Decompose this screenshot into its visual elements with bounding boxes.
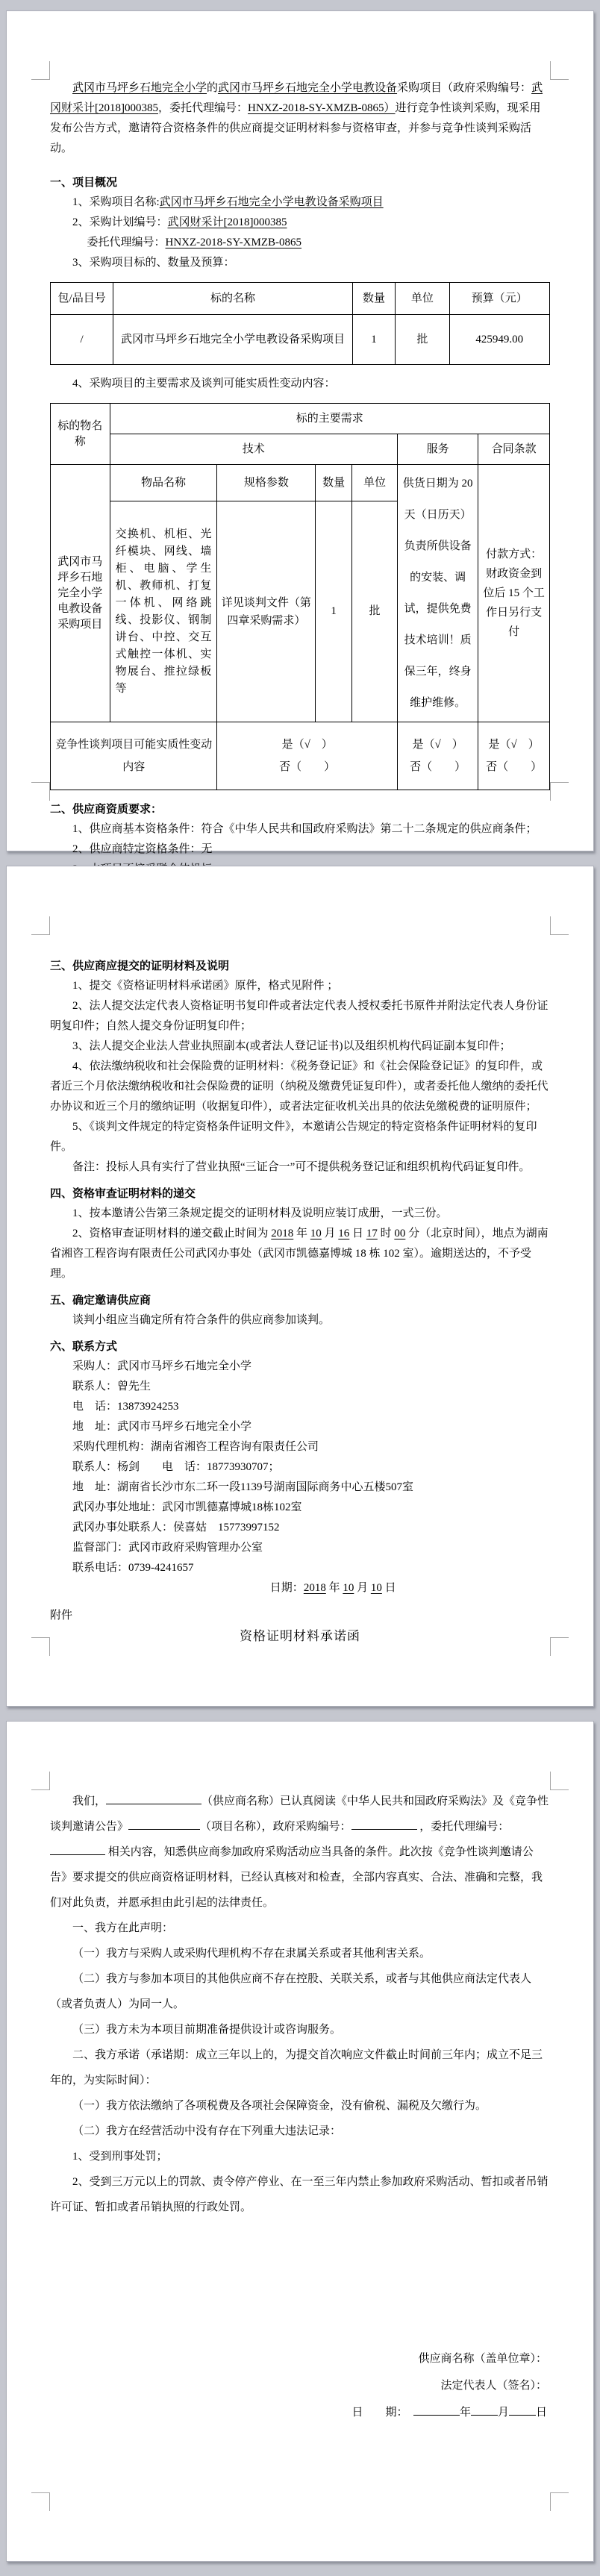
cell-subject: 武冈市马坪乡石地完全小学电教设备采购项目 (113, 315, 352, 365)
header-budget: 预算（元） (449, 283, 550, 315)
blank-field (106, 1792, 201, 1804)
header-technical: 技术 (110, 434, 397, 465)
text-segment: HNXZ-2018-SY-XMZB-0865 (165, 237, 302, 248)
budget-table-header-row (51, 283, 550, 315)
text-segment: 分（北京时间），地点为湖南省湘咨工程咨询有限责任公司武冈办事处（武冈市凯德嘉博城 18 栋 102 室）。逾期送达的，不予受理。 (50, 1228, 549, 1280)
section-4-heading: 四、资格审查证明材料的递交 (50, 1187, 196, 1200)
document-viewer (0, 10, 600, 2562)
text-line: 采购代理机构：湖南省湘咨工程咨询有限责任公司 (72, 1441, 319, 1453)
text-segment: 年 (459, 2407, 471, 2419)
section-1-item-4: 4、采购项目的主要需求及谈判可能实质性变动内容： (72, 378, 336, 390)
attachment-label: 附件 (50, 1610, 73, 1622)
page-1-content (50, 78, 550, 880)
header-contract: 合同条款 (478, 434, 550, 465)
signature-block (50, 2345, 550, 2426)
crop-mark (550, 1637, 569, 1656)
page-2-content (50, 934, 550, 1646)
crop-mark (31, 1772, 50, 1790)
no-option: 否（ ） (279, 761, 336, 773)
crop-mark (31, 1637, 50, 1656)
text-segment: 月 (354, 1582, 371, 1594)
section-2-heading: 二、供应商资质要求： (50, 803, 163, 816)
text-segment: 日期： (269, 1582, 304, 1594)
text-line: 武冈办事处联系人：侯喜姑 15773997152 (72, 1522, 280, 1534)
text-line: 电 话：13873924253 (72, 1401, 179, 1413)
text-segment: 10 (310, 1228, 322, 1239)
crop-mark (31, 916, 50, 935)
attachment-title: 资格证明材料承诺函 (240, 1629, 360, 1643)
req-header-row-3 (51, 465, 550, 501)
no-option: 否（ ） (410, 761, 466, 773)
text-segment: （项目名称），政府采购编号： (200, 1821, 351, 1833)
spacer (50, 159, 550, 166)
text-segment: 我们， (72, 1795, 107, 1807)
text-segment: 相关内容，知悉供应商参加政府采购活动应当具备的条件。此次按《竞争性谈判邀请公告》要求提交的供应商资格证明材料，已经认真核对和检查，全部内容真实、合法、准确和完整，我们对此负责，并愿承担由此引起的法律责任。 (50, 1846, 543, 1909)
text-line: 一、我方在此声明： (72, 1922, 174, 1934)
text-line: 监督部门：武冈市政府采购管理办公室 (72, 1542, 263, 1554)
header-main-requirements: 标的主要需求 (110, 404, 549, 434)
text-segment: 武冈市马坪乡石地完全小学 (72, 82, 207, 94)
text-line: 1、提交《资格证明材料承诺函》原件，格式见附件 ； (72, 980, 339, 992)
crop-mark (550, 916, 569, 935)
req-header-row-1 (51, 404, 550, 434)
header-item-name: 物品名称 (110, 465, 217, 501)
section-5-body: 谈判小组应当确定所有符合条件的供应商参加谈判。 (72, 1314, 331, 1326)
crop-mark (550, 61, 569, 80)
text-segment: 年 (293, 1228, 310, 1239)
crop-mark (550, 782, 569, 801)
page-1 (6, 10, 594, 855)
cell-change-tech (217, 722, 397, 790)
text-line: 采购人：武冈市马坪乡石地完全小学 (72, 1360, 252, 1372)
text-segment: 日 期： (351, 2407, 413, 2419)
text-line: 2、受到三万元以上的罚款、责令停产停业、在一至三年内禁止参加政府采购活动、暂扣或者吊销许可证、暂扣或者吊销执照的行政处罚。 (50, 2176, 549, 2213)
cell-unit: 批 (396, 315, 449, 365)
text-segment: 2018 (303, 1582, 326, 1594)
text-segment: 日 (349, 1228, 366, 1239)
cell-qty: 1 (316, 501, 352, 722)
text-line: 5、《谈判文件规定的特定资格条件证明文件》，本邀请公告规定的特定资格条件证明材料的复印件。 (50, 1121, 537, 1153)
text-line: 地 址：武冈市马坪乡石地完全小学 (72, 1421, 252, 1433)
crop-mark (31, 782, 50, 801)
commitment-clauses (50, 1916, 550, 2220)
text-segment: 武冈财采计[2018]000385 (167, 216, 287, 228)
section-1-heading: 一、项目概况 (50, 176, 118, 189)
section-1-item-2 (50, 213, 550, 233)
text-segment: 年 (325, 1582, 343, 1594)
section-1-item-2b (50, 233, 550, 253)
text-segment: 时 (377, 1228, 395, 1239)
text-line: 4、依法缴纳税收和社会保险费的证明材料：《税务登记证》和《社会保险登记证》的复印件，或者近三个月依法缴纳税收和社会保险费的证明（纳税及缴费凭证复印件），或者委托他人缴纳的委托代办协议和近三个月的缴纳证明（收据复印件），或者法定征收机关出具的依法免缴税费的证明原件； (50, 1060, 549, 1113)
text-line: 2、法人提交法定代表人资格证明书复印件或者法定代表人授权委托书原件并附法定代表人身份证明复印件；自然人提交身份证明复印件； (50, 1000, 549, 1032)
text-line: 备注：投标人具有实行了营业执照“三证合一”可不提供税务登记证和组织机构代码证复印件。 (72, 1161, 531, 1173)
spacer (50, 2220, 550, 2345)
text-line: 1、受到刑事处罚； (72, 2151, 168, 2163)
text-line: （三）我方未为本项目前期准备提供设计或咨询服务。 (72, 2024, 342, 2036)
text-segment: 武冈市马坪乡石地完全小学电教设备采购项目 (159, 196, 384, 208)
section-3-heading: 三、供应商应提交的证明材料及说明 (50, 960, 230, 972)
cell-change-contract (478, 722, 550, 790)
yes-option: 是（√ ） (488, 739, 540, 751)
header-spec: 规格参数 (217, 465, 316, 501)
section-4-item-1: 1、按本邀请公告第三条规定提交的证明材料及说明应装订成册，一式三份。 (72, 1207, 448, 1219)
text-segment: 00 (394, 1228, 406, 1239)
text-line: （一）我方依法缴纳了各项税费及各项社会保障资金，没有偷税、漏税及欠缴行为。 (72, 2100, 487, 2112)
cell-item-list: 交换机、机柜、光纤模块、网线、墙柜、电脑、学生机、教师机、打复一体机、网络跳线、投影仪、钢制讲台、中控、交互式触控一体机、实物展台、推拉绿板等 (110, 501, 217, 722)
spacer (50, 934, 550, 950)
text-line: 地 址：湖南省长沙市东二环一段1139号湖南国际商务中心五楼507室 (72, 1481, 413, 1493)
text-segment: 月 (497, 2407, 509, 2419)
crop-mark (550, 2492, 569, 2511)
page-2 (6, 866, 594, 1707)
text-line: 联系人：杨剑 电 话：18773930707； (72, 1461, 280, 1473)
text-segment: 日 (535, 2407, 547, 2419)
cell-budget: 425949.00 (449, 315, 550, 365)
budget-table (50, 282, 550, 365)
text-segment: 2、采购计划编号： (72, 216, 168, 228)
header-qty: 数量 (316, 465, 352, 501)
announcement-date (50, 1578, 550, 1598)
blank-field (128, 1818, 200, 1830)
blank-field (50, 1843, 105, 1855)
text-line: 二、我方承诺（承诺期：成立三年以上的，为提交首次响应文件截止时间前三年内；成立不足三年的，为实际时间）： (50, 2049, 543, 2086)
intro-paragraph (50, 78, 550, 159)
blank-field (351, 1818, 417, 1830)
signature-date-line (50, 2399, 547, 2426)
cell-package: / (51, 315, 113, 365)
text-segment: （供应商名称）已认真阅读《中华人民共和国政府采购法》及《竞争性谈判邀请公告》 (50, 1795, 549, 1833)
header-service: 服务 (397, 434, 478, 465)
section-1-item-1 (50, 193, 550, 213)
cell-unit: 批 (352, 501, 398, 722)
text-segment: 16 (338, 1228, 350, 1239)
text-segment: 10 (343, 1582, 354, 1594)
req-change-row (51, 722, 550, 790)
text-segment: 10 (370, 1582, 382, 1594)
spacer (50, 1598, 550, 1606)
budget-table-data-row (51, 315, 550, 365)
text-line: （一）我方与采购人或采购代理机构不存在隶属关系或者其他利害关系。 (72, 1948, 431, 1960)
text-line: （二）我方在经营活动中没有存在下列重大违法记录： (72, 2125, 342, 2137)
text-segment: 武冈市马坪乡石地完全小学电教设备 (218, 82, 398, 94)
commitment-paragraph (50, 1789, 550, 1916)
text-line: 3、法人提交企业法人营业执照副本(或者法人登记证书)以及组织机构代码证副本复印件； (72, 1040, 511, 1052)
supplier-name-label: 供应商名称（盖单位章）： (418, 2353, 547, 2365)
text-segment: 2018 (271, 1228, 294, 1239)
header-subject: 标的名称 (113, 283, 352, 315)
text-segment: 进行竞争性谈判采购，现采用发布公告方式，邀请符合资格条件的供应商提交证明材料参与资格审查，并参与竞争性谈判采购活动。 (50, 102, 541, 154)
page-3-content (50, 1789, 550, 2426)
text-line: 2、供应商特定资格条件：无 (72, 843, 213, 855)
text-segment: 1、采购项目名称: (72, 196, 160, 208)
cell-spec: 详见谈判文件（第四章采购需求） (217, 501, 316, 722)
text-segment: HNXZ-2018-SY-XMZB-0865） (248, 102, 396, 114)
yes-option: 是（√ ） (281, 739, 333, 751)
blank-field (413, 2404, 460, 2416)
no-option: 否（ ） (486, 761, 543, 773)
text-line: 1、供应商基本资格条件：符合《中华人民共和国政府采购法》第二十二条规定的供应商条件； (72, 823, 537, 835)
text-segment: 日 (381, 1582, 396, 1594)
text-line: 联系人：曾先生 (72, 1381, 151, 1392)
legal-representative-label: 法定代表人（签名）： (440, 2380, 547, 2392)
contact-lines (50, 1357, 550, 1578)
header-unit: 单位 (352, 465, 398, 501)
cell-change-service (397, 722, 478, 790)
cell-contract: 付款方式：财政资金到位后 15 个工作日另行支付 (478, 465, 550, 722)
text-segment: ，委托代理编号： (416, 1821, 510, 1833)
header-qty: 数量 (352, 283, 396, 315)
text-segment: 的 (207, 82, 219, 94)
blank-field (471, 2404, 498, 2416)
text-segment: 采购项目（政府采购编号： (397, 82, 532, 94)
text-segment: 月 (321, 1228, 339, 1239)
cell-subject-name: 武冈市马坪乡石地完全小学电教设备采购项目 (51, 465, 110, 722)
text-segment: ，委托代理编号： (158, 102, 249, 114)
blank-field (509, 2404, 536, 2416)
header-subject-name: 标的物名称 (51, 404, 110, 465)
section-4-item-2 (50, 1224, 550, 1284)
text-line: 联系电话：0739-4241657 (72, 1562, 194, 1574)
crop-mark (31, 2492, 50, 2511)
text-segment: 2、资格审查证明材料的递交截止时间为 (72, 1228, 272, 1239)
section-1-item-3: 3、采购项目标的、数量及预算： (72, 257, 235, 269)
crop-mark (550, 1772, 569, 1790)
header-unit: 单位 (396, 283, 449, 315)
text-line: （二）我方与参加本项目的其他供应商不存在控股、关联关系，或者与其他供应商法定代表人（或者负责人）为同一人。 (50, 1973, 532, 2010)
cell-change-label: 竞争性谈判项目可能实质性变动内容 (51, 722, 217, 790)
cell-service: 供货日期为 20 天（日历天）负责所供设备的安装、调试，提供免费技术培训！质保三年，终身维护维修。 (397, 465, 478, 722)
text-segment: 委托代理编号： (87, 237, 166, 248)
header-package: 包/品目号 (51, 283, 113, 315)
cell-qty: 1 (352, 315, 396, 365)
section-6-heading: 六、联系方式 (50, 1340, 118, 1353)
section-5-heading: 五、确定邀请供应商 (50, 1294, 151, 1307)
section-3-items (50, 976, 550, 1178)
text-segment: 武冈财采计[2018]000385 (50, 82, 543, 114)
req-header-row-2 (51, 434, 550, 465)
requirements-table (50, 403, 550, 790)
crop-mark (31, 61, 50, 80)
text-line: 武冈办事处地址：武冈市凯德嘉博城18栋102室 (72, 1501, 302, 1513)
text-segment: 17 (366, 1228, 378, 1239)
page-3 (6, 1721, 594, 2562)
yes-option: 是（√ ） (412, 739, 463, 751)
